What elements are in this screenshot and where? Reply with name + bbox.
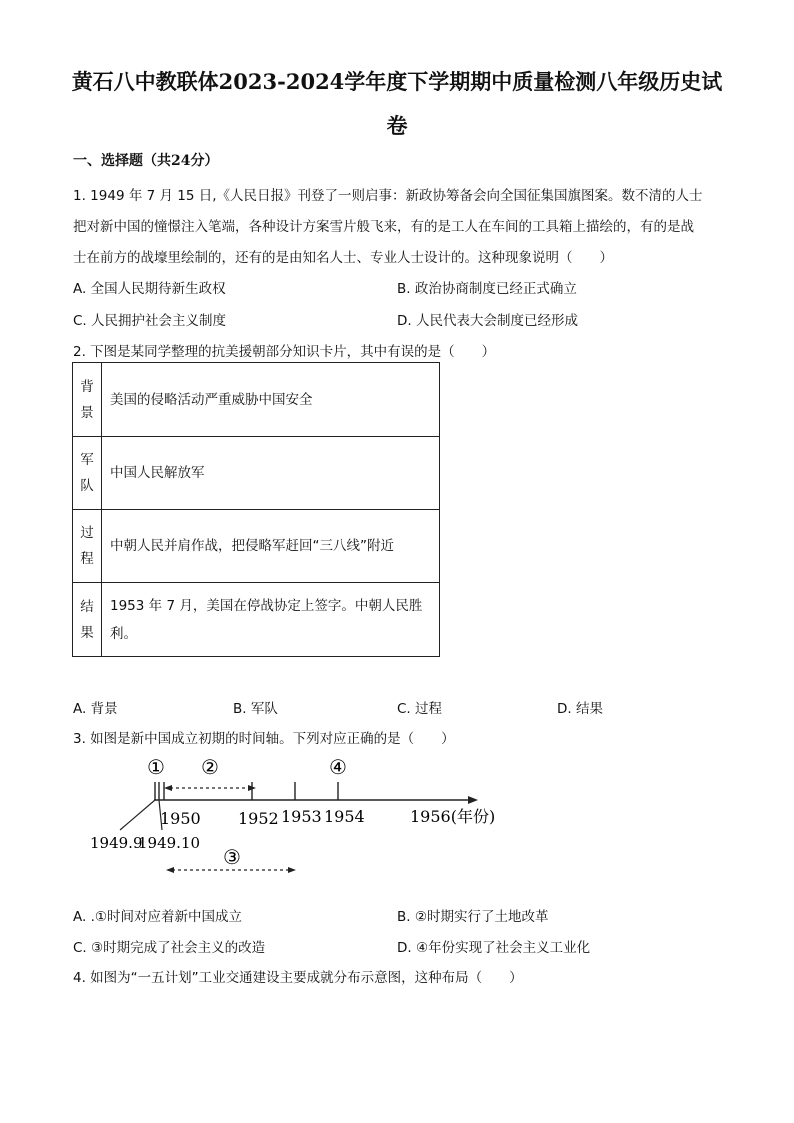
- row-header-char: 结: [80, 598, 94, 615]
- row-content: 美国的侵略活动严重威胁中国安全: [102, 363, 440, 437]
- row-header-char: 队: [80, 478, 94, 494]
- row-content: 中国人民解放军: [102, 437, 440, 510]
- q1-option-c[interactable]: C. 人民拥护社会主义制度: [73, 313, 227, 329]
- table-row: [73, 583, 440, 657]
- q3-option-b[interactable]: B. ②时期实行了土地改革: [397, 909, 549, 925]
- row-header-char: 军: [80, 452, 94, 468]
- q1-stem-line3: 士在前方的战壕里绘制的，还有的是由知名人士、专业人士设计的。这种现象说明（ ）: [73, 250, 613, 266]
- q1-option-d[interactable]: D. 人民代表大会制度已经形成: [397, 313, 578, 329]
- period-3-arrow-right-head: [288, 867, 296, 873]
- table-row: [73, 437, 440, 510]
- knowledge-card-table: [72, 362, 440, 657]
- q2-option-a[interactable]: A. 背景: [73, 701, 118, 717]
- period-2-arrow-left-head: [164, 785, 172, 791]
- exam-title-line1: 黄石八中教联体2023-2024学年度下学期期中质量检测八年级历史试: [71, 69, 723, 94]
- date-label-1949-10: 1949.10: [138, 834, 201, 852]
- q3-option-a[interactable]: A. .①时间对应着新中国成立: [73, 909, 242, 925]
- table-row: [73, 363, 440, 437]
- q1-option-a[interactable]: A. 全国人民期待新生政权: [73, 281, 226, 297]
- row-header: [73, 510, 102, 583]
- q3-option-c[interactable]: C. ③时期完成了社会主义的改造: [73, 940, 266, 956]
- row-header-char: 程: [80, 551, 94, 567]
- q1-option-b[interactable]: B. 政治协商制度已经正式确立: [397, 281, 577, 297]
- row-header-char: 果: [80, 624, 94, 641]
- row-header-char: 过: [80, 525, 94, 541]
- timeline-mark-1: ①: [147, 755, 165, 779]
- q4-stem: 4. 如图为“一五计划”工业交通建设主要成就分布示意图，这种布局（ ）: [73, 970, 523, 986]
- leader-1949-9: [120, 800, 155, 830]
- year-label-1952: 1952: [238, 809, 279, 828]
- year-label-1953: 1953: [281, 807, 322, 826]
- timeline-mark-2: ②: [201, 755, 219, 779]
- q2-option-c[interactable]: C. 过程: [397, 701, 443, 717]
- q3-option-d[interactable]: D. ④年份实现了社会主义工业化: [397, 940, 591, 956]
- row-content: 1953 年 7 月，美国在停战协定上签字。中朝人民胜利。: [102, 583, 440, 657]
- row-content: 中朝人民并肩作战，把侵略军赶回“三八线”附近: [102, 510, 440, 583]
- q1-stem-line1: 1. 1949 年 7 月 15 日,《人民日报》刊登了一则启事：新政协筹备会向全国征集国旗图案。数不清的人士: [73, 188, 703, 204]
- year-label-1956: 1956(年份): [410, 807, 496, 826]
- table-row: [73, 510, 440, 583]
- row-header-char: 景: [80, 404, 94, 421]
- period-3-arrow-left-head: [166, 867, 174, 873]
- q2-option-d[interactable]: D. 结果: [557, 701, 603, 717]
- timeline-axis-arrow: [468, 796, 478, 804]
- q2-stem: 2. 下图是某同学整理的抗美援朝部分知识卡片，其中有误的是（ ）: [73, 344, 496, 360]
- row-header: [73, 583, 102, 657]
- timeline-mark-3: ③: [223, 845, 241, 869]
- section-heading: 一、选择题（共24分）: [73, 153, 219, 169]
- timeline-diagram: [80, 752, 500, 882]
- exam-title-line2: 卷: [386, 113, 408, 138]
- timeline-mark-4: ④: [329, 755, 347, 779]
- q3-stem: 3. 如图是新中国成立初期的时间轴。下列对应正确的是（ ）: [73, 731, 455, 747]
- year-label-1950: 1950: [160, 809, 201, 828]
- q2-option-b[interactable]: B. 军队: [233, 701, 278, 717]
- year-label-1954: 1954: [324, 807, 365, 826]
- row-header: [73, 363, 102, 437]
- row-header: [73, 437, 102, 510]
- q1-stem-line2: 把对新中国的憧憬注入笔端，各种设计方案雪片般飞来，有的是工人在车间的工具箱上描绘的，有的是战: [73, 219, 694, 235]
- row-header-char: 背: [80, 378, 94, 395]
- date-label-1949-9: 1949.9: [90, 834, 143, 852]
